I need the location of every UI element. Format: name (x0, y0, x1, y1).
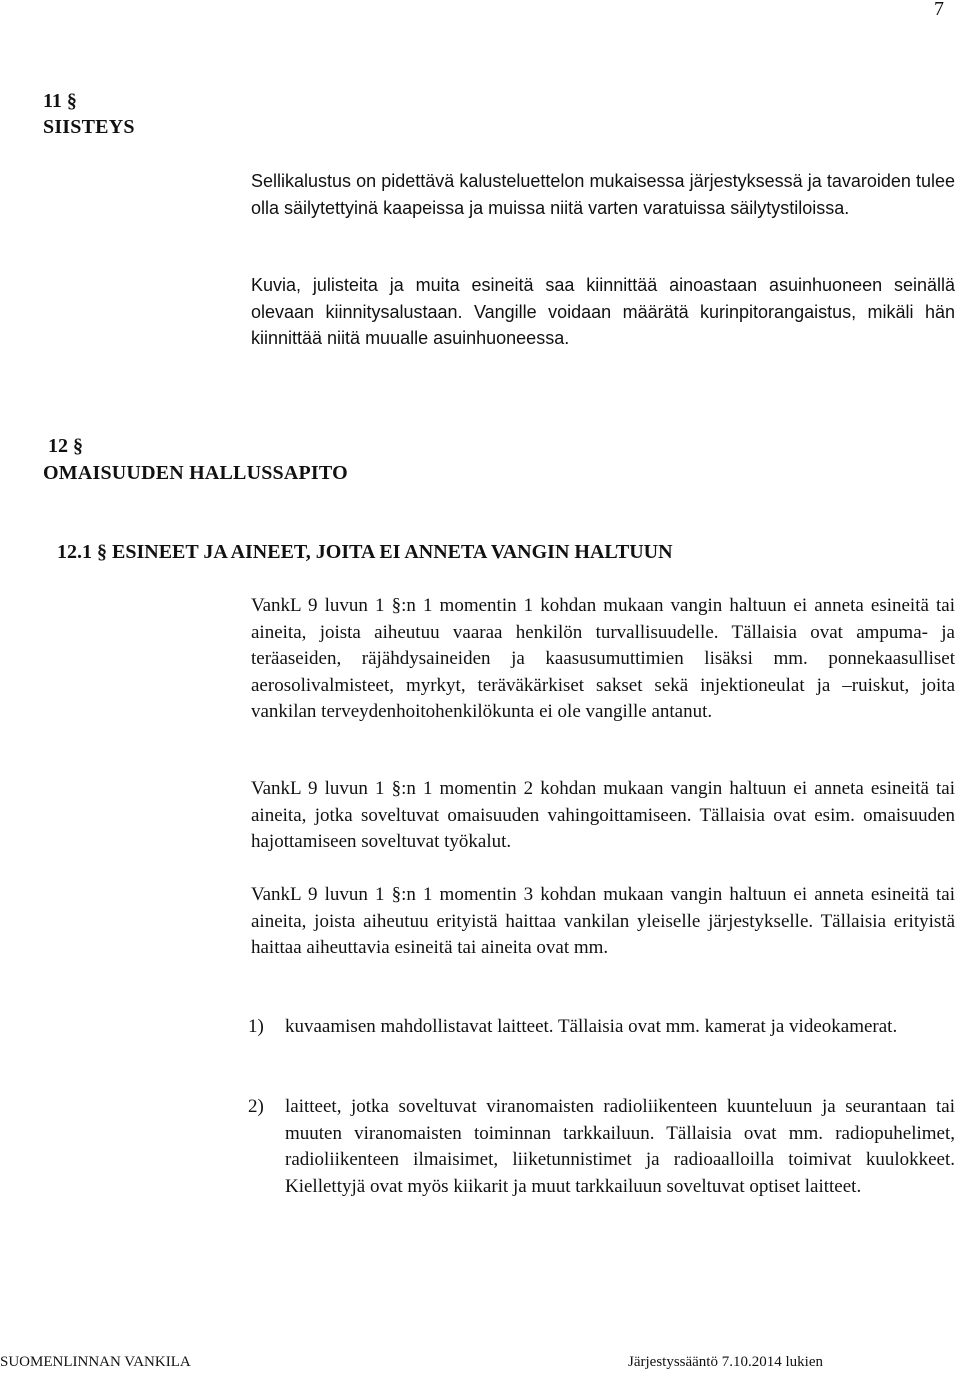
list-item-2 (248, 1094, 955, 1200)
list-item-2-label: 2) (248, 1096, 264, 1117)
list-item-1-text: kuvaamisen mahdollistavat laitteet. Tällaisia ovat mm. kamerat ja videokamerat. (285, 1016, 898, 1037)
section-12-paragraph-2: VankL 9 luvun 1 §:n 1 momentin 2 kohdan mukaan vangin haltuun ei anneta esineitä tai aineita, jotka soveltuvat omaisuuden vahingoittamiseen. Tällaisia ovat esim. omaisuuden hajottamiseen soveltuvat työkalut. (251, 778, 955, 852)
section-12-paragraph-3: VankL 9 luvun 1 §:n 1 momentin 3 kohdan mukaan vangin haltuun ei anneta esineitä tai aineita, joista aiheutuu erityistä haittaa vankilan yleiselle järjestykselle. Tällaisia erityistä haittaa aiheuttavia esineitä tai aineita ovat mm. (251, 884, 955, 958)
section-11-number: 11 § (43, 90, 77, 112)
list-item-2-text: laitteet, jotka soveltuvat viranomaisten radioliikenteen kuunteluun ja seurantaan tai muuten viranomaisten toiminnan tarkkailuun. Tällaisia ovat mm. radiopuhelimet, radioliikenteen ilmaisimet, liiketunnistimet ja radioaalloilla toimivat kuulokkeet. Kiellettyjä ovat myös kiikarit ja muut tarkkailuun soveltuvat optiset laitteet. (285, 1096, 955, 1197)
section-11-paragraph-1: Sellikalustus on pidettävä kalusteluettelon mukaisessa järjestyksessä ja tavaroiden tulee olla säilytettyinä kaapeissa ja muissa niitä varten varatuissa säilytystiloissa. (251, 171, 955, 218)
list-item-1-label: 1) (248, 1016, 264, 1037)
section-12-title: OMAISUUDEN HALLUSSAPITO (43, 462, 348, 484)
page-number: 7 (934, 0, 944, 20)
section-11-title: SIISTEYS (43, 116, 135, 138)
section-11-paragraph-2: Kuvia, julisteita ja muita esineitä saa kiinnittää ainoastaan asuinhuoneen seinällä olevaan kiinnitysalustaan. Vangille voidaan määrätä kurinpitorangaistus, mikäli hän kiinnittää niitä muualle asuinhuoneessa. (251, 275, 955, 348)
section-12-paragraph-1: VankL 9 luvun 1 §:n 1 momentin 1 kohdan mukaan vangin haltuun ei anneta esineitä tai aineita, joista aiheutuu vaaraa henkilön turvallisuudelle. Tällaisia ovat ampuma- ja teräaseiden, räjähdysaineiden ja kaasusumuttimien lisäksi mm. ponnekaasulliset aerosolivalmisteet, myrkyt, teräväkärkiset sakset sekä injektioneulat ja –ruiskut, joita vankilan terveydenhoitohenkilökunta ei ole vangille antanut. (251, 595, 955, 722)
footer-document-info: Järjestyssääntö 7.10.2014 lukien (628, 1354, 823, 1370)
footer-institution: SUOMENLINNAN VANKILA (0, 1354, 191, 1370)
section-12-number: 12 § (48, 435, 83, 457)
list-item-1 (248, 1014, 955, 1041)
subsection-12-1-title: 12.1 § ESINEET JA AINEET, JOITA EI ANNETA VANGIN HALTUUN (57, 541, 673, 563)
